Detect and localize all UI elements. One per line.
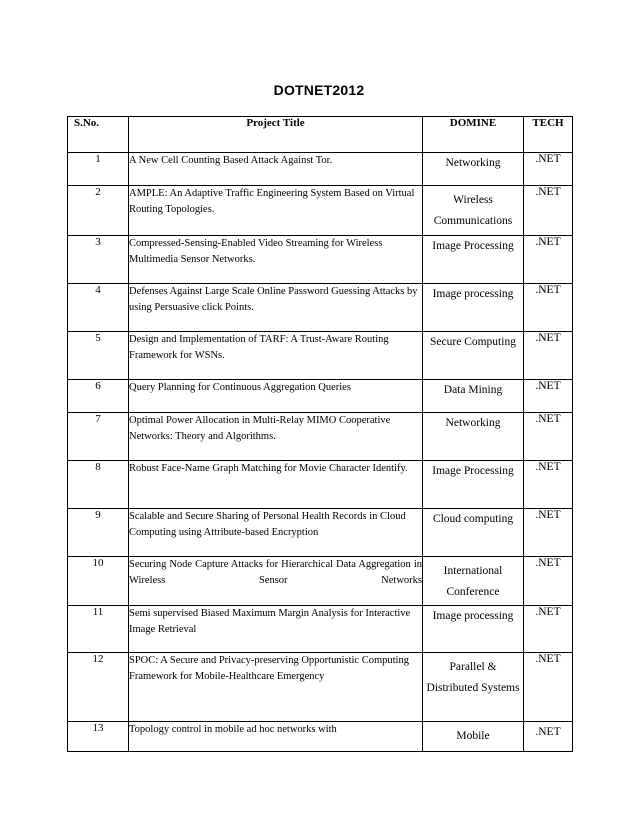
row-sno: 12 [68, 653, 129, 722]
table-row [68, 332, 573, 380]
projects-table [67, 116, 573, 752]
row-tech: .NET [524, 557, 573, 606]
header-project-title: Project Title [129, 117, 423, 153]
row-tech: .NET [524, 722, 573, 752]
row-domain: Image processing [423, 606, 524, 653]
row-domain: Parallel & Distributed Systems [423, 653, 524, 722]
table-row [68, 413, 573, 461]
row-domain: Mobile [423, 722, 524, 752]
row-project-title: Defenses Against Large Scale Online Password Guessing Attacks by using Persuasive click Points. [129, 284, 423, 332]
row-domain: Image Processing [423, 461, 524, 509]
table-row [68, 186, 573, 236]
row-tech: .NET [524, 153, 573, 186]
table-row [68, 606, 573, 653]
row-domain: Networking [423, 153, 524, 186]
header-domain: DOMINE [423, 117, 524, 153]
table-row [68, 380, 573, 413]
row-sno: 13 [68, 722, 129, 752]
row-project-title: A New Cell Counting Based Attack Against Tor. [129, 153, 423, 186]
row-domain: Secure Computing [423, 332, 524, 380]
row-tech: .NET [524, 653, 573, 722]
row-tech: .NET [524, 284, 573, 332]
row-project-title: Scalable and Secure Sharing of Personal Health Records in Cloud Computing using Attribute-based Encryption [129, 509, 423, 557]
page-title: DOTNET2012 [273, 82, 365, 98]
row-domain: Data Mining [423, 380, 524, 413]
row-project-title: Robust Face-Name Graph Matching for Movie Character Identify. [129, 461, 423, 509]
row-sno: 11 [68, 606, 129, 653]
table-row [68, 653, 573, 722]
row-project-title: Optimal Power Allocation in Multi-Relay MIMO Cooperative Networks: Theory and Algorithms. [129, 413, 423, 461]
row-sno: 4 [68, 284, 129, 332]
row-tech: .NET [524, 461, 573, 509]
row-tech: .NET [524, 413, 573, 461]
row-tech: .NET [524, 332, 573, 380]
row-domain: International Conference [423, 557, 524, 606]
row-sno: 9 [68, 509, 129, 557]
row-project-title: Semi supervised Biased Maximum Margin Analysis for Interactive Image Retrieval [129, 606, 423, 653]
row-tech: .NET [524, 186, 573, 236]
row-project-title: Topology control in mobile ad hoc networks with [129, 722, 423, 752]
row-sno: 8 [68, 461, 129, 509]
table-header-row [68, 117, 573, 153]
table-row [68, 509, 573, 557]
row-project-title: Compressed-Sensing-Enabled Video Streaming for Wireless Multimedia Sensor Networks. [129, 236, 423, 284]
row-tech: .NET [524, 236, 573, 284]
table-row [68, 557, 573, 606]
table-row [68, 284, 573, 332]
row-tech: .NET [524, 509, 573, 557]
header-tech: TECH [524, 117, 573, 153]
row-project-title: Design and Implementation of TARF: A Trust-Aware Routing Framework for WSNs. [129, 332, 423, 380]
row-tech: .NET [524, 380, 573, 413]
row-domain: Networking [423, 413, 524, 461]
row-sno: 10 [68, 557, 129, 606]
row-project-title: Securing Node Capture Attacks for Hierarchical Data Aggregation in Wireless Sensor Networks [129, 557, 423, 606]
header-sno: S.No. [68, 117, 129, 153]
row-sno: 7 [68, 413, 129, 461]
row-sno: 3 [68, 236, 129, 284]
table-row [68, 153, 573, 186]
row-domain: Wireless Communications [423, 186, 524, 236]
table-row [68, 461, 573, 509]
row-domain: Image Processing [423, 236, 524, 284]
row-domain: Cloud computing [423, 509, 524, 557]
row-project-title: AMPLE: An Adaptive Traffic Engineering System Based on Virtual Routing Topologies. [129, 186, 423, 236]
table-row [68, 722, 573, 752]
row-sno: 2 [68, 186, 129, 236]
row-sno: 1 [68, 153, 129, 186]
row-sno: 5 [68, 332, 129, 380]
row-project-title: Query Planning for Continuous Aggregation Queries [129, 380, 423, 413]
row-sno: 6 [68, 380, 129, 413]
row-domain: Image processing [423, 284, 524, 332]
row-project-title: SPOC: A Secure and Privacy-preserving Opportunistic Computing Framework for Mobile-Healthcare Emergency [129, 653, 423, 722]
table-row [68, 236, 573, 284]
row-tech: .NET [524, 606, 573, 653]
